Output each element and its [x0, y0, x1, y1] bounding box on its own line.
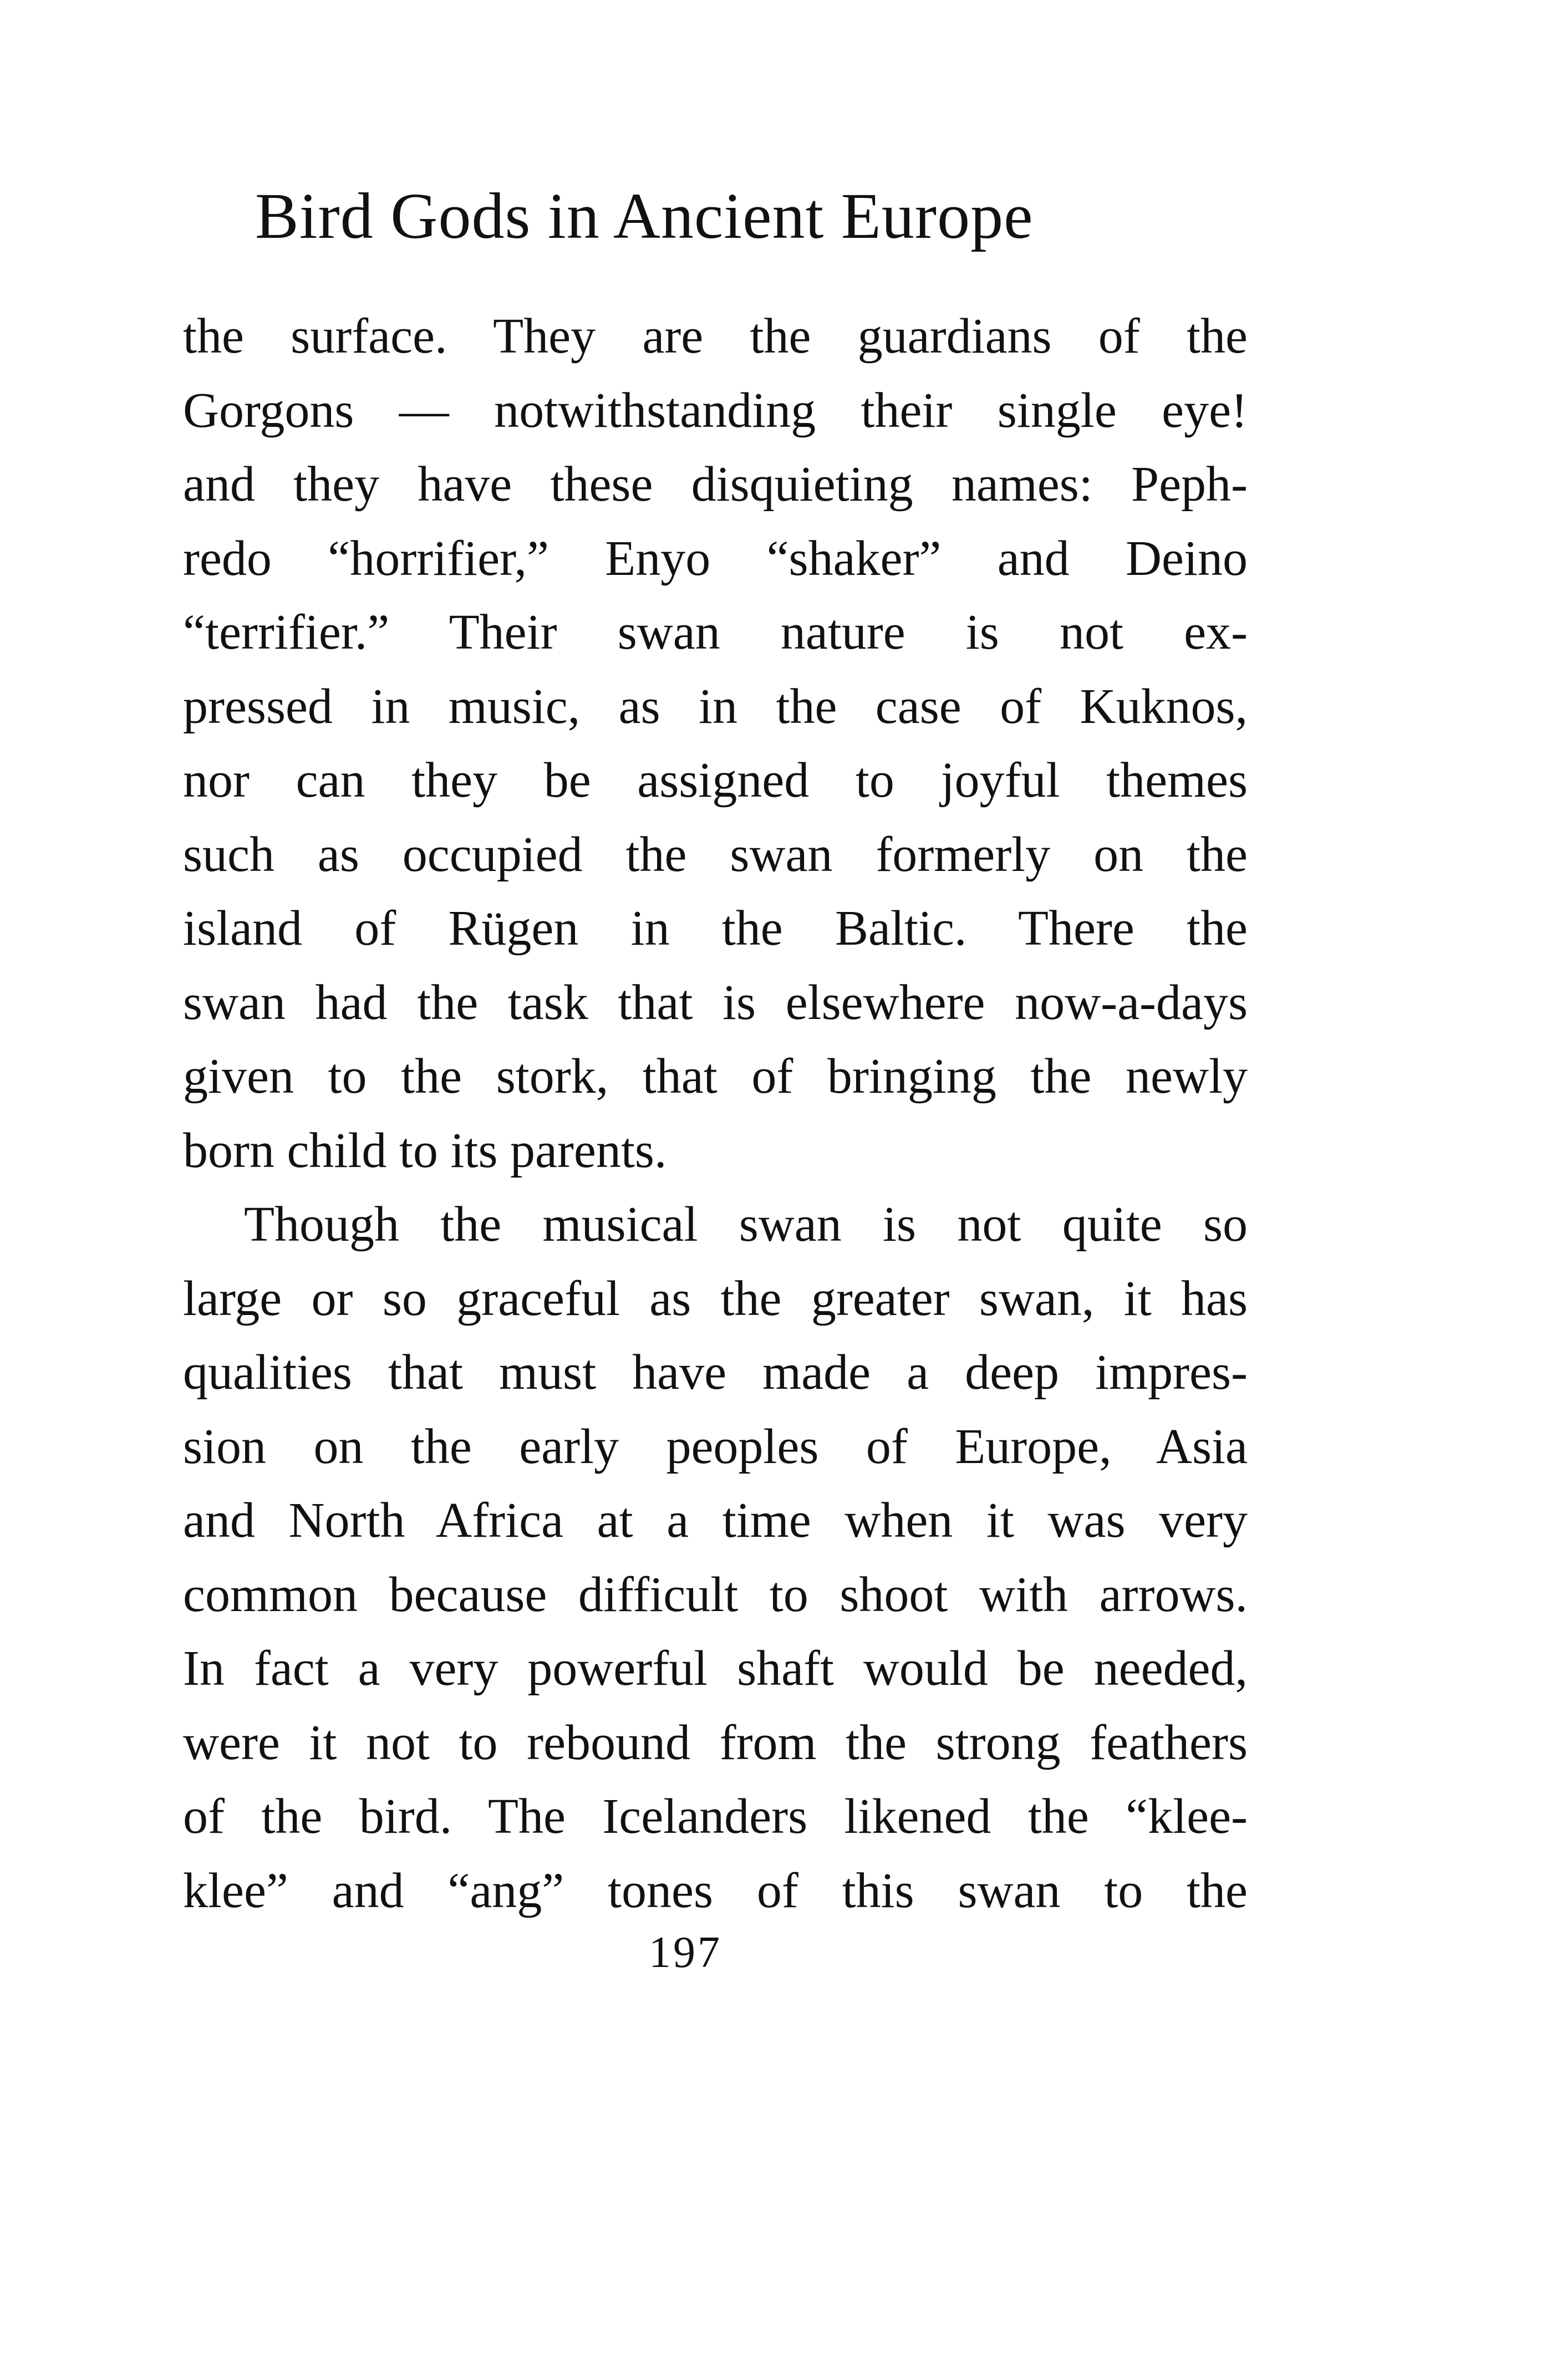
paragraph-first-line: Though the musical swan is not quite so: [244, 1197, 1248, 1252]
text-line: given to the stork, that of bringing the newly: [183, 1049, 1248, 1104]
running-head: Bird Gods in Ancient Europe: [255, 180, 1034, 252]
text-line: common because difficult to shoot with arrows.: [183, 1567, 1248, 1622]
text-line: Gorgons — notwithstanding their single eye!: [183, 383, 1248, 438]
text-line: of the bird. The Icelanders likened the “klee-: [183, 1789, 1248, 1844]
text-line: sion on the early peoples of Europe, Asia: [183, 1419, 1248, 1474]
text-line: nor can they be assigned to joyful themes: [183, 753, 1248, 808]
text-line: and North Africa at a time when it was very: [183, 1493, 1248, 1548]
text-line: pressed in music, as in the case of Kuknos,: [183, 679, 1248, 734]
text-line: swan had the task that is elsewhere now-a-days: [183, 975, 1248, 1030]
page-number: 197: [649, 1928, 722, 1977]
text-line: island of Rügen in the Baltic. There the: [183, 901, 1248, 956]
text-line: In fact a very powerful shaft would be needed,: [183, 1641, 1248, 1696]
text-line: were it not to rebound from the strong feathers: [183, 1715, 1248, 1770]
text-line: redo “horrifier,” Enyo “shaker” and Deino: [183, 531, 1248, 586]
text-line: klee” and “ang” tones of this swan to the: [183, 1863, 1248, 1918]
text-line: qualities that must have made a deep impres-: [183, 1345, 1248, 1400]
text-line: large or so graceful as the greater swan, it has: [183, 1271, 1248, 1326]
text-line: and they have these disquieting names: Peph-: [183, 457, 1248, 512]
body-text: [183, 299, 1248, 1928]
text-line: born child to its parents.: [183, 1123, 667, 1178]
text-line: such as occupied the swan formerly on the: [183, 827, 1248, 882]
text-line: the surface. They are the guardians of the: [183, 309, 1248, 364]
text-line: “terrifier.” Their swan nature is not ex-: [183, 605, 1248, 660]
